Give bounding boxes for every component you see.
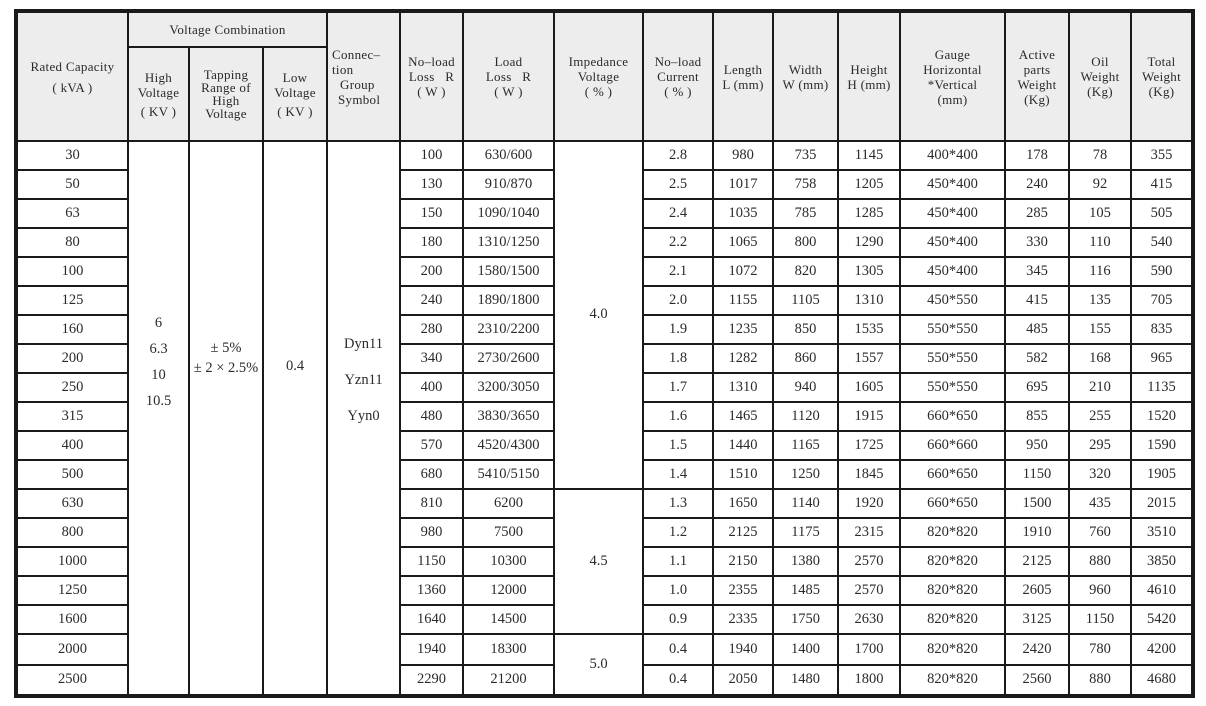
cell-active-parts-weight: 2125 [1005, 547, 1069, 576]
header-label: Weight [1142, 69, 1182, 84]
header-label: parts [1023, 61, 1051, 77]
cell-width: 940 [773, 373, 838, 402]
cell-length: 1510 [713, 460, 773, 489]
header-label: Length [723, 61, 763, 77]
header-label: *Vertical [927, 76, 978, 92]
header-connection-group [327, 11, 400, 141]
header-label: Load [494, 54, 523, 69]
cell-load-loss: 630/600 [463, 141, 554, 170]
cell-capacity: 30 [16, 141, 128, 170]
cell-no-load-current: 1.7 [643, 373, 713, 402]
cell-height: 1800 [838, 665, 900, 696]
cell-active-parts-weight: 2560 [1005, 665, 1069, 696]
cell-gauge: 550*550 [900, 315, 1005, 344]
cell-no-load-current: 2.8 [643, 141, 713, 170]
cell-capacity: 500 [16, 460, 128, 489]
cell-no-load-current: 1.3 [643, 489, 713, 518]
header-label: Gauge [934, 46, 971, 62]
cell-no-load-loss: 810 [400, 489, 463, 518]
cell-height: 1725 [838, 431, 900, 460]
cell-active-parts-weight: 1150 [1005, 460, 1069, 489]
header-label: Connec– [332, 46, 381, 62]
header-unit: ( KV ) [140, 103, 177, 119]
cell-oil-weight: 135 [1069, 286, 1131, 315]
cell-active-parts-weight: 1910 [1005, 518, 1069, 547]
cell-impedance-voltage-merged: 4.5 [554, 489, 643, 634]
cell-capacity: 2000 [16, 634, 128, 665]
header-unit: ( % ) [584, 84, 613, 99]
cell-width: 758 [773, 170, 838, 199]
cell-connection-group-merged [327, 141, 400, 696]
header-unit: H (mm) [847, 76, 891, 92]
cell-no-load-loss: 680 [400, 460, 463, 489]
cell-gauge: 400*400 [900, 141, 1005, 170]
cell-total-weight: 965 [1131, 344, 1193, 373]
cell-height: 2630 [838, 605, 900, 634]
cell-oil-weight: 295 [1069, 431, 1131, 460]
header-label: Current [657, 69, 699, 84]
cell-width: 820 [773, 257, 838, 286]
header-unit: ( kVA ) [52, 79, 93, 95]
cell-height: 1310 [838, 286, 900, 315]
cell-load-loss: 2310/2200 [463, 315, 554, 344]
cell-active-parts-weight: 415 [1005, 286, 1069, 315]
header-label: Height [850, 61, 888, 77]
cell-capacity: 160 [16, 315, 128, 344]
header-unit: (Kg) [1024, 91, 1050, 107]
cell-oil-weight: 880 [1069, 547, 1131, 576]
cell-capacity: 125 [16, 286, 128, 315]
cell-oil-weight: 780 [1069, 634, 1131, 665]
header-label: Low [282, 69, 308, 85]
header-gauge [900, 11, 1005, 141]
cell-capacity: 250 [16, 373, 128, 402]
cell-capacity: 800 [16, 518, 128, 547]
cell-load-loss: 910/870 [463, 170, 554, 199]
cell-width: 1120 [773, 402, 838, 431]
cell-gauge: 450*400 [900, 170, 1005, 199]
cell-width: 1480 [773, 665, 838, 696]
cell-no-load-current: 0.4 [643, 665, 713, 696]
cell-length: 1310 [713, 373, 773, 402]
cell-impedance-voltage-merged: 4.0 [554, 141, 643, 489]
cell-no-load-current: 1.1 [643, 547, 713, 576]
cell-height: 2315 [838, 518, 900, 547]
cell-width: 1140 [773, 489, 838, 518]
cell-gauge: 450*400 [900, 228, 1005, 257]
header-label: Voltage [205, 106, 247, 121]
cell-oil-weight: 880 [1069, 665, 1131, 696]
cell-active-parts-weight: 485 [1005, 315, 1069, 344]
table-header [16, 11, 1193, 141]
header-label: Tapping [203, 67, 249, 82]
cell-gauge: 660*650 [900, 489, 1005, 518]
cell-no-load-loss: 980 [400, 518, 463, 547]
cell-height: 1605 [838, 373, 900, 402]
header-label: Rated Capacity [30, 58, 115, 74]
header-label: Symbol [338, 91, 381, 107]
cell-oil-weight: 78 [1069, 141, 1131, 170]
connection-group-value: Yzn11 [344, 372, 383, 388]
cell-load-loss: 18300 [463, 634, 554, 665]
cell-total-weight: 3850 [1131, 547, 1193, 576]
cell-no-load-loss: 100 [400, 141, 463, 170]
cell-active-parts-weight: 1500 [1005, 489, 1069, 518]
cell-no-load-loss: 1640 [400, 605, 463, 634]
header-tapping-range [189, 47, 263, 141]
cell-total-weight: 5420 [1131, 605, 1193, 634]
header-label: Weight [1017, 76, 1057, 92]
cell-oil-weight: 960 [1069, 576, 1131, 605]
cell-high-voltage-merged [128, 141, 189, 696]
cell-tapping-range-merged [189, 141, 263, 696]
cell-gauge: 660*660 [900, 431, 1005, 460]
cell-length: 1940 [713, 634, 773, 665]
header-no-load-loss [400, 11, 463, 141]
cell-load-loss: 10300 [463, 547, 554, 576]
cell-capacity: 1600 [16, 605, 128, 634]
cell-load-loss: 14500 [463, 605, 554, 634]
cell-gauge: 820*820 [900, 634, 1005, 665]
cell-capacity: 1250 [16, 576, 128, 605]
cell-total-weight: 4200 [1131, 634, 1193, 665]
cell-width: 850 [773, 315, 838, 344]
connection-group-value: Dyn11 [344, 336, 383, 352]
cell-gauge: 820*820 [900, 665, 1005, 696]
header-no-load-current [643, 11, 713, 141]
header-unit: ( W ) [494, 84, 523, 99]
cell-active-parts-weight: 582 [1005, 344, 1069, 373]
cell-width: 1250 [773, 460, 838, 489]
cell-total-weight: 4680 [1131, 665, 1193, 696]
header-label: Active [1018, 46, 1056, 62]
cell-load-loss: 3830/3650 [463, 402, 554, 431]
cell-load-loss: 5410/5150 [463, 460, 554, 489]
cell-length: 1017 [713, 170, 773, 199]
cell-width: 1400 [773, 634, 838, 665]
cell-no-load-current: 2.2 [643, 228, 713, 257]
high-voltage-value: 10.5 [145, 393, 172, 409]
header-label: Oil [1091, 54, 1109, 69]
header-label: Width [788, 61, 823, 77]
cell-oil-weight: 155 [1069, 315, 1131, 344]
cell-load-loss: 1580/1500 [463, 257, 554, 286]
cell-height: 1700 [838, 634, 900, 665]
cell-gauge: 550*550 [900, 373, 1005, 402]
cell-gauge: 550*550 [900, 344, 1005, 373]
cell-capacity: 63 [16, 199, 128, 228]
cell-no-load-loss: 1940 [400, 634, 463, 665]
cell-no-load-loss: 200 [400, 257, 463, 286]
cell-length: 1440 [713, 431, 773, 460]
cell-load-loss: 12000 [463, 576, 554, 605]
cell-no-load-current: 1.4 [643, 460, 713, 489]
cell-active-parts-weight: 178 [1005, 141, 1069, 170]
cell-no-load-loss: 280 [400, 315, 463, 344]
cell-no-load-loss: 570 [400, 431, 463, 460]
cell-no-load-current: 2.0 [643, 286, 713, 315]
cell-length: 1065 [713, 228, 773, 257]
cell-oil-weight: 1150 [1069, 605, 1131, 634]
header-height [838, 11, 900, 141]
cell-height: 2570 [838, 547, 900, 576]
cell-height: 2570 [838, 576, 900, 605]
cell-capacity: 80 [16, 228, 128, 257]
cell-height: 1290 [838, 228, 900, 257]
high-voltage-value: 10 [151, 367, 166, 383]
cell-length: 1465 [713, 402, 773, 431]
cell-active-parts-weight: 285 [1005, 199, 1069, 228]
cell-active-parts-weight: 240 [1005, 170, 1069, 199]
header-label: Voltage [137, 84, 180, 100]
cell-total-weight: 505 [1131, 199, 1193, 228]
cell-oil-weight: 116 [1069, 257, 1131, 286]
cell-no-load-loss: 400 [400, 373, 463, 402]
table-body [16, 141, 1193, 696]
cell-gauge: 820*820 [900, 518, 1005, 547]
cell-total-weight: 3510 [1131, 518, 1193, 547]
header-label: Weight [1080, 69, 1120, 84]
cell-height: 1920 [838, 489, 900, 518]
header-label: tion [332, 61, 354, 77]
header-label: Total [1147, 54, 1176, 69]
header-label: High [144, 69, 173, 85]
cell-length: 2355 [713, 576, 773, 605]
cell-total-weight: 705 [1131, 286, 1193, 315]
header-label: Voltage [274, 84, 316, 100]
cell-oil-weight: 255 [1069, 402, 1131, 431]
cell-capacity: 400 [16, 431, 128, 460]
cell-height: 1145 [838, 141, 900, 170]
cell-load-loss: 21200 [463, 665, 554, 696]
tapping-range-value: ± 2 × 2.5% [193, 360, 259, 376]
cell-gauge: 450*550 [900, 286, 1005, 315]
header-label: Voltage [577, 69, 620, 84]
cell-width: 800 [773, 228, 838, 257]
tapping-range-value: ± 5% [210, 340, 242, 356]
connection-group-value: Yyn0 [347, 408, 380, 424]
cell-total-weight: 2015 [1131, 489, 1193, 518]
cell-width: 1175 [773, 518, 838, 547]
cell-no-load-loss: 2290 [400, 665, 463, 696]
header-label: Group [340, 76, 375, 92]
cell-no-load-loss: 240 [400, 286, 463, 315]
cell-length: 1650 [713, 489, 773, 518]
cell-length: 2125 [713, 518, 773, 547]
high-voltage-value: 6 [154, 315, 163, 331]
header-label: Loss R [485, 69, 532, 84]
cell-load-loss: 7500 [463, 518, 554, 547]
cell-width: 1165 [773, 431, 838, 460]
cell-oil-weight: 110 [1069, 228, 1131, 257]
cell-capacity: 200 [16, 344, 128, 373]
high-voltage-value: 6.3 [149, 341, 168, 357]
cell-no-load-loss: 340 [400, 344, 463, 373]
cell-active-parts-weight: 695 [1005, 373, 1069, 402]
cell-load-loss: 1090/1040 [463, 199, 554, 228]
cell-no-load-current: 1.6 [643, 402, 713, 431]
cell-no-load-loss: 1360 [400, 576, 463, 605]
cell-load-loss: 1310/1250 [463, 228, 554, 257]
header-voltage-combination: Voltage Combination [128, 11, 327, 47]
cell-capacity: 100 [16, 257, 128, 286]
cell-oil-weight: 105 [1069, 199, 1131, 228]
cell-height: 1305 [838, 257, 900, 286]
cell-gauge: 660*650 [900, 460, 1005, 489]
cell-total-weight: 1520 [1131, 402, 1193, 431]
cell-no-load-current: 0.9 [643, 605, 713, 634]
cell-total-weight: 590 [1131, 257, 1193, 286]
cell-length: 1035 [713, 199, 773, 228]
cell-length: 1072 [713, 257, 773, 286]
cell-height: 1285 [838, 199, 900, 228]
header-rated-capacity [16, 11, 128, 141]
cell-width: 1105 [773, 286, 838, 315]
cell-no-load-current: 0.4 [643, 634, 713, 665]
header-label: No–load [408, 54, 455, 69]
cell-width: 860 [773, 344, 838, 373]
cell-no-load-current: 1.9 [643, 315, 713, 344]
cell-total-weight: 835 [1131, 315, 1193, 344]
header-impedance-voltage [554, 11, 643, 141]
cell-load-loss: 2730/2600 [463, 344, 554, 373]
cell-width: 735 [773, 141, 838, 170]
header-label: High [212, 93, 240, 108]
cell-total-weight: 540 [1131, 228, 1193, 257]
cell-load-loss: 1890/1800 [463, 286, 554, 315]
cell-width: 1485 [773, 576, 838, 605]
cell-oil-weight: 435 [1069, 489, 1131, 518]
cell-oil-weight: 760 [1069, 518, 1131, 547]
cell-no-load-loss: 1150 [400, 547, 463, 576]
cell-gauge: 820*820 [900, 605, 1005, 634]
cell-active-parts-weight: 345 [1005, 257, 1069, 286]
cell-load-loss: 3200/3050 [463, 373, 554, 402]
header-high-voltage [128, 47, 189, 141]
cell-length: 980 [713, 141, 773, 170]
cell-no-load-current: 1.5 [643, 431, 713, 460]
cell-load-loss: 4520/4300 [463, 431, 554, 460]
cell-no-load-current: 2.1 [643, 257, 713, 286]
cell-gauge: 450*400 [900, 257, 1005, 286]
cell-capacity: 2500 [16, 665, 128, 696]
cell-length: 2050 [713, 665, 773, 696]
header-unit: ( W ) [417, 84, 446, 99]
header-label: Impedance [568, 54, 629, 69]
cell-total-weight: 1590 [1131, 431, 1193, 460]
header-label: Loss R [408, 69, 455, 84]
cell-gauge: 820*820 [900, 547, 1005, 576]
header-low-voltage [263, 47, 327, 141]
header-unit: L (mm) [722, 76, 764, 92]
cell-total-weight: 4610 [1131, 576, 1193, 605]
transformer-spec-table [14, 9, 1195, 698]
spec-table-container [14, 9, 1194, 698]
cell-total-weight: 415 [1131, 170, 1193, 199]
cell-active-parts-weight: 3125 [1005, 605, 1069, 634]
cell-height: 1845 [838, 460, 900, 489]
cell-width: 785 [773, 199, 838, 228]
cell-no-load-current: 1.2 [643, 518, 713, 547]
cell-height: 1557 [838, 344, 900, 373]
header-label: Horizontal [923, 61, 982, 77]
header-load-loss [463, 11, 554, 141]
cell-oil-weight: 92 [1069, 170, 1131, 199]
cell-active-parts-weight: 2420 [1005, 634, 1069, 665]
cell-total-weight: 355 [1131, 141, 1193, 170]
cell-capacity: 50 [16, 170, 128, 199]
header-label: Range of [201, 80, 251, 95]
cell-height: 1205 [838, 170, 900, 199]
cell-load-loss: 6200 [463, 489, 554, 518]
cell-length: 2150 [713, 547, 773, 576]
cell-oil-weight: 320 [1069, 460, 1131, 489]
header-unit: (Kg) [1148, 84, 1175, 99]
header-total-weight [1131, 11, 1193, 141]
cell-length: 1155 [713, 286, 773, 315]
header-length [713, 11, 773, 141]
cell-length: 1235 [713, 315, 773, 344]
cell-oil-weight: 210 [1069, 373, 1131, 402]
cell-no-load-current: 1.8 [643, 344, 713, 373]
cell-no-load-loss: 480 [400, 402, 463, 431]
cell-active-parts-weight: 2605 [1005, 576, 1069, 605]
header-unit: ( % ) [664, 84, 692, 99]
cell-total-weight: 1905 [1131, 460, 1193, 489]
header-oil-weight [1069, 11, 1131, 141]
cell-no-load-current: 2.4 [643, 199, 713, 228]
cell-no-load-loss: 130 [400, 170, 463, 199]
cell-oil-weight: 168 [1069, 344, 1131, 373]
header-unit: ( KV ) [277, 103, 313, 119]
cell-capacity: 630 [16, 489, 128, 518]
header-unit: W (mm) [782, 76, 829, 92]
header-label: No–load [654, 54, 702, 69]
cell-no-load-current: 1.0 [643, 576, 713, 605]
cell-active-parts-weight: 950 [1005, 431, 1069, 460]
cell-no-load-loss: 180 [400, 228, 463, 257]
cell-gauge: 660*650 [900, 402, 1005, 431]
cell-length: 1282 [713, 344, 773, 373]
cell-active-parts-weight: 855 [1005, 402, 1069, 431]
cell-width: 1380 [773, 547, 838, 576]
cell-no-load-loss: 150 [400, 199, 463, 228]
cell-active-parts-weight: 330 [1005, 228, 1069, 257]
cell-capacity: 315 [16, 402, 128, 431]
cell-length: 2335 [713, 605, 773, 634]
cell-no-load-current: 2.5 [643, 170, 713, 199]
cell-width: 1750 [773, 605, 838, 634]
cell-gauge: 450*400 [900, 199, 1005, 228]
cell-total-weight: 1135 [1131, 373, 1193, 402]
cell-height: 1915 [838, 402, 900, 431]
header-unit: (mm) [937, 91, 968, 107]
cell-capacity: 1000 [16, 547, 128, 576]
cell-height: 1535 [838, 315, 900, 344]
header-unit: (Kg) [1087, 84, 1113, 99]
header-width [773, 11, 838, 141]
cell-gauge: 820*820 [900, 576, 1005, 605]
cell-low-voltage-merged: 0.4 [263, 141, 327, 696]
table-row [16, 141, 1193, 170]
cell-impedance-voltage-merged: 5.0 [554, 634, 643, 696]
header-active-parts-weight [1005, 11, 1069, 141]
